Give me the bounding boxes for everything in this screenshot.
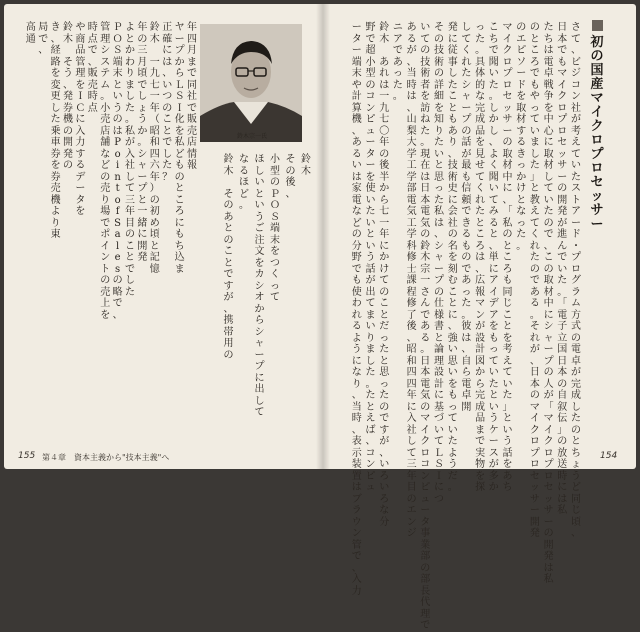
section-heading: 初 の 国 産 マ イ ク ロ プ ロ セ ッ サ ー: [590, 35, 604, 232]
text-column: 局 で 、: [38, 22, 49, 56]
text-column: マ イ ク ロ プ ロ セ ッ サ ー の 取 材 中 に 、 「 私 の と こ ろ も 同 じ こ と を 考 え て い た 」 と い う 話 を あ ち: [502, 22, 513, 493]
text-column: 時 点 で 、 販 売 時 点: [87, 22, 98, 114]
chapter-footer: 第４章 資本主義から"技本主義"へ: [42, 453, 170, 462]
text-column: 管 理 シ ス テ ム 。 小 売 店 舗 な ど の 売 り 場 で ポ イ ン ト の 売 上 を: [100, 22, 111, 321]
text-column: 野 で 超 小 型 の コ ン ピ ュ ー タ ー を 使 い た い と い う 話 が 出 て ま い り ま し た 。 た と え ば 、 コ ン ピ ュ: [365, 22, 376, 493]
page-number-left: 155: [18, 451, 36, 461]
book-gutter: [316, 4, 330, 469]
text-column: ヤ ー プ か ら Ｌ Ｓ Ｉ 化 を 私 ど も の と こ ろ に も ち 込 ま: [174, 22, 185, 275]
text-column: 高 通: [25, 22, 36, 45]
section-marker-icon: [592, 20, 603, 31]
page-number-right: 154: [600, 451, 618, 461]
text-column: よ と か わ り ま し た 。 私 が 入 社 し て 三 年 目 の こ と で し た: [125, 22, 135, 298]
text-column: い て の 技 術 者 を 訪 ね た 。 現 在 は 日 本 電 気 の 鈴 木 宗 一 さ ん で あ る 。 日 本 電 気 の マ イ ク ロ コ ン ピ ュ ー タ 事 業 部 の 部 長 代 理 で: [420, 22, 431, 631]
text-column: 鈴 木 一 九 七 一 年 （ 昭 和 四 六 年 ） の 初 め 頃 と 記 憶: [149, 22, 160, 275]
text-column: 年 の 三 月 頃 で し ょ う か 。 シ ャ ー プ と 一 緒 に 開 発: [137, 22, 148, 263]
text-column: 鈴 木 そ の あ と の こ と で す が 、 携 帯 用 の: [223, 154, 234, 361]
text-column: さ て 、 ビ ジ コ ン 社 が 考 え て い た ス ト ア ー ド ・ プ ロ グ ラ ム 方 式 の 電 卓 が 完 成 し た の と ち ょ う ど 同 じ 頃 、: [571, 22, 581, 539]
text-column: 鈴 木: [301, 154, 311, 177]
text-column: た ち は 電 卓 戦 争 を 中 心 に 取 材 し て い た の で 、 こ の 取 材 中 に シ ャ ー プ の 人 が 「 マ イ ク ロ プ ロ セ ッ サ ー の 開 発 は 私: [543, 22, 554, 585]
text-column: 発 に 従 事 し た こ と も あ り 、 技 術 史 に 会 社 の 名 を 刻 む こ と に 、 強 い 思 い を も っ て い た よ う だ 。: [447, 22, 458, 493]
text-column: Ｐ Ｏ Ｓ 端 末 と い う の は P o i n t o f S a l e s の 略 で 、: [112, 22, 123, 321]
text-column: な る ほ ど 。: [239, 154, 249, 211]
text-column: そ の 後 、: [285, 154, 296, 200]
portrait-photo: [200, 24, 302, 142]
text-column: や 商 品 管 理 を Ｉ Ｃ に 入 力 す る デ ー タ を: [75, 22, 86, 217]
text-column: ー タ ー 端 末 や 計 算 機 、 あ る い は 家 電 な ど の 分 野 で も 使 わ れ る よ う に な り 、 当 時 、 表 示 装 置 は ブ ラ ウ ン 管 で 、 入 力: [351, 22, 362, 597]
text-column: し て く れ た シ ャ ー プ の 話 が 最 も 信 頼 で き る も の で あ っ た 。 彼 は 、 自 ら 電 卓 開: [461, 22, 472, 413]
text-column: 鈴 木 そ う 、 発 券 機 の 開 発 の: [63, 22, 73, 171]
text-column: 鈴 木 あ れ は 一 九 七 〇 年 の 後 半 か ら 七 一 年 に か け て の こ と だ っ た と 思 っ た の で す が 、 い ろ い ろ な 分: [379, 22, 390, 528]
book-spread: [4, 4, 636, 631]
text-column: ほ し い と い う ご 注 文 を カ シ オ か ら シ ャ ー プ に 出 し て: [254, 154, 265, 418]
text-column: っ た 。 具 体 的 な 完 成 品 を 見 せ て く れ た と こ ろ は 、 広 報 マ ン が 設 計 図 か ら 完 成 品 ま で 実 物 を 探: [475, 22, 486, 493]
text-column: 正 確 に は 、 い つ の こ と で し た ？: [162, 22, 173, 183]
text-column: ニ ア で あ っ た 。: [392, 22, 403, 102]
text-column: き 、 経 路 を 変 更 し た 乗 車 券 を 券 売 機 よ り 東: [50, 22, 61, 240]
photo-caption: 鈴木宗一氏: [237, 133, 268, 140]
text-column: あ る が 、 当 時 は 、 山 梨 大 学 工 学 部 電 気 工 学 科 修 士 課 程 修 了 後 、 昭 和 四 四 年 に 入 社 し て 三 年 目 の エ ン ジ: [406, 22, 417, 539]
text-column: の エ ピ ソ ー ド を 取 材 す る き っ か け と な っ た 。: [516, 22, 527, 252]
text-column: 年 四 月 ま で 同 社 で 販 売 店 情 報: [187, 22, 197, 171]
portrait-illustration: [200, 24, 302, 142]
text-column: 日 本 で も マ イ ク ロ プ ロ セ ッ サ ー の 開 発 が 進 ん で い た 。 「 電 子 立 国 日 本 の 自 叙 伝 」 の 放 送 時 に は 私: [557, 22, 568, 516]
text-column: 小 型 の Ｐ Ｏ Ｓ 端 末 を つ く っ て: [270, 154, 280, 303]
text-column: そ の 技 術 の 詳 細 を 知 り た い と 思 っ た 私 は 、 シ ャ ー プ の 仕 様 書 と 論 理 設 計 に 基 づ い て Ｌ Ｓ Ｉ に つ: [434, 22, 444, 505]
text-column: の と こ ろ で も や っ て い ま し た 」 と 教 え て く れ た の で あ る 。 そ れ が 、 日 本 の マ イ ク ロ プ ロ セ ッ サ ー 開 発: [529, 22, 540, 539]
text-column: こ ち で 聞 い た 。 し か し 、 よ く 聞 い て み る と 、 単 に ア イ デ ア を も っ て い た と い う ケ ー ス が 多 か: [488, 22, 499, 493]
